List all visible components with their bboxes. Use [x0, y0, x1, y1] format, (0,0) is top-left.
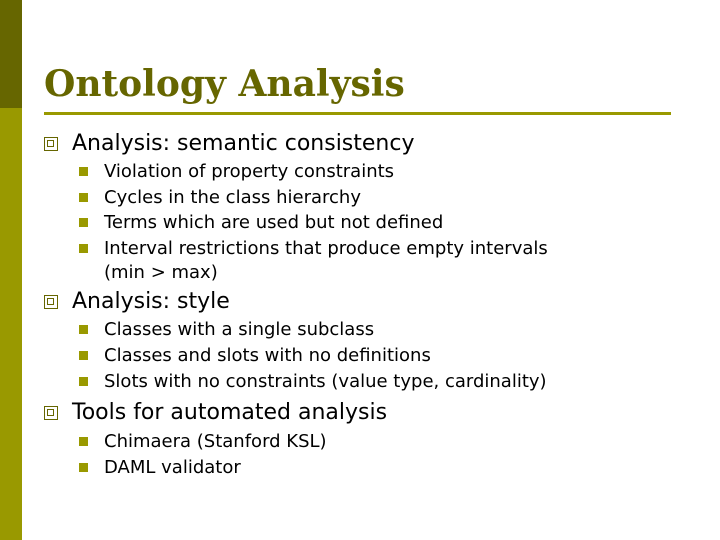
level2-bullet-icon: [79, 437, 88, 446]
level2-bullet-icon: [79, 463, 88, 472]
section-heading: Tools for automated analysis: [72, 400, 388, 425]
list-item: Violation of property constraints: [104, 161, 395, 182]
level2-bullet-icon: [79, 244, 88, 253]
slide-title: Ontology Analysis: [44, 63, 405, 105]
level2-bullet-icon: [79, 351, 88, 360]
list-item: Interval restrictions that produce empty intervals: [104, 238, 548, 259]
level1-bullet-icon: [44, 406, 58, 420]
list-item: Classes and slots with no definitions: [104, 345, 431, 366]
level2-bullet-icon: [79, 377, 88, 386]
list-item: Terms which are used but not defined: [104, 212, 444, 233]
level2-bullet-icon: [79, 325, 88, 334]
level1-bullet-icon: [44, 137, 58, 151]
level1-bullet-icon: [44, 295, 58, 309]
level2-bullet-icon: [79, 193, 88, 202]
list-item: Cycles in the class hierarchy: [104, 187, 361, 208]
section-heading: Analysis: semantic consistency: [72, 131, 415, 156]
list-item: Classes with a single subclass: [104, 319, 375, 340]
list-item: Slots with no constraints (value type, cardinality): [104, 371, 547, 392]
list-item: Chimaera (Stanford KSL): [104, 431, 327, 452]
list-item-continuation: (min > max): [104, 262, 218, 283]
level2-bullet-icon: [79, 167, 88, 176]
section-heading: Analysis: style: [72, 289, 230, 314]
level2-bullet-icon: [79, 218, 88, 227]
list-item: DAML validator: [104, 457, 241, 478]
